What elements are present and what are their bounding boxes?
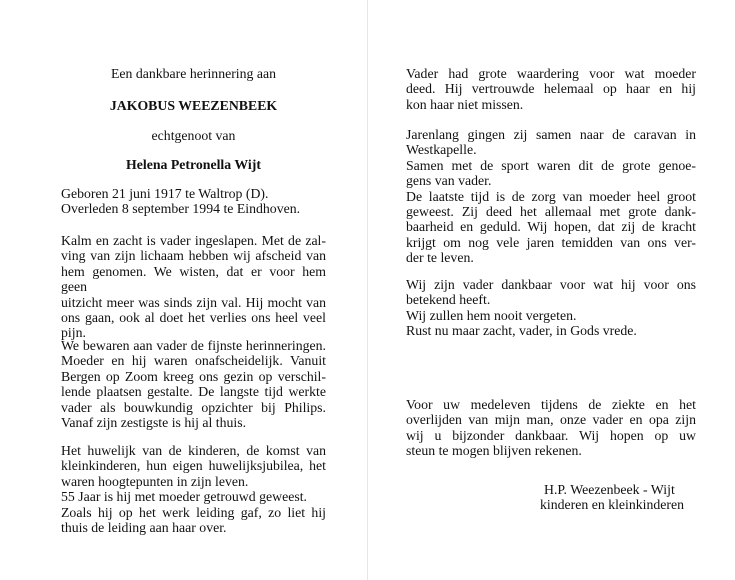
signature-name: H.P. Weezenbeek - Wijt: [544, 482, 675, 497]
text-line: We bewaren aan vader de fijnste herinneringen.: [61, 338, 326, 353]
paragraph-5: [406, 127, 696, 266]
signature-block: [540, 482, 710, 513]
text-line: vader als bouwkundig opzichter bij Philips.: [61, 399, 326, 415]
text-line: Jarenlang gingen zij samen naar de caravan in: [406, 127, 696, 142]
death-line: Overleden 8 september 1994 te Eindhoven.: [61, 201, 301, 217]
signature-family: kinderen en kleinkinderen: [540, 497, 685, 513]
text-line: Voor uw medeleven tijdens de ziekte en het: [406, 397, 696, 412]
paragraph-2: [61, 338, 326, 430]
text-line: krijgt om nog vele jaren temidden van ons ver-: [406, 234, 696, 250]
text-line: 55 Jaar is hij met moeder getrouwd geweest.: [61, 489, 307, 505]
text-line: Rust nu maar zacht, vader, in Gods vrede.: [406, 323, 637, 339]
birth-line: Geboren 21 juni 1917 te Waltrop (D).: [61, 186, 269, 201]
text-line: Bergen op Zoom kreeg ons gezin op verschil-: [61, 368, 326, 384]
text-line: Het huwelijk van de kinderen, de komst van: [61, 443, 326, 458]
text-line: Vanaf zijn zestigste is hij al thuis.: [61, 415, 247, 431]
text-line: steun te mogen blijven rekenen.: [406, 443, 582, 459]
text-line: Wij zijn vader dankbaar voor wat hij voor ons: [406, 277, 696, 292]
text-line: Westkapelle.: [406, 142, 477, 158]
text-line: Kalm en zacht is vader ingeslapen. Met de zal-: [61, 233, 326, 248]
text-line: wij u bijzonder dankbaar. Wij hopen op uw: [406, 427, 696, 443]
text-line: Vader had grote waardering voor wat moeder: [406, 66, 696, 81]
text-line: kon haar niet missen.: [406, 96, 524, 112]
text-line: der te leven.: [406, 250, 474, 266]
text-line: thuis de leiding aan haar over.: [61, 520, 227, 536]
text-line: ving van zijn lichaam hebben wij afscheid van: [61, 248, 326, 264]
paragraph-3: [61, 443, 326, 535]
text-line: Samen met de sport waren dit de grote genoe-: [406, 157, 696, 173]
text-line: uitzicht meer was sinds zijn val. Hij mocht van: [61, 294, 326, 310]
text-line: waren hoogtepunten in zijn leven.: [61, 473, 249, 489]
text-line: Wij zullen hem nooit vergeten.: [406, 307, 577, 323]
right-panel: [368, 0, 735, 580]
text-line: De laatste tijd is de zorg van moeder heel groot: [406, 188, 696, 204]
paragraph-1: [61, 233, 326, 341]
text-line: baarheid en geduld. Wij hopen, dat zij de kracht: [406, 219, 696, 235]
text-line: kleinkinderen, hun eigen huwelijksjubilea, het: [61, 458, 326, 474]
text-line: deed. Hij vertrouwde helemaal op haar en hij: [406, 81, 696, 97]
text-line: gens van vader.: [406, 173, 492, 189]
text-line: Zoals hij op het werk leiding gaf, zo liet hij: [61, 504, 326, 520]
text-line: overlijden van mijn man, onze vader en opa zijn: [406, 412, 696, 428]
text-line: lende plaatsen gestalte. De langste tijd werkte: [61, 384, 326, 400]
deceased-name: JAKOBUS WEEZENBEEK: [109, 98, 278, 113]
paragraph-6: [406, 277, 696, 339]
text-line: Moeder en hij waren onafscheidelijk. Vanuit: [61, 353, 326, 369]
text-line: betekend heeft.: [406, 292, 491, 308]
text-line: pijn.: [61, 325, 86, 341]
spouse-label: echtgenoot van: [151, 128, 236, 143]
text-line: geweest. Zij deed het allemaal met grote dank-: [406, 204, 696, 220]
paragraph-7: [406, 397, 696, 459]
dates-block: [61, 186, 326, 217]
spouse-name: Helena Petronella Wijt: [126, 157, 261, 172]
paragraph-4: [406, 66, 696, 112]
text-line: hem genomen. We wisten, dat er voor hem geen: [61, 263, 326, 295]
intro-line: Een dankbare herinnering aan: [110, 66, 277, 81]
text-line: ons gaan, ook al doet het verlies ons heel veel: [61, 310, 326, 326]
